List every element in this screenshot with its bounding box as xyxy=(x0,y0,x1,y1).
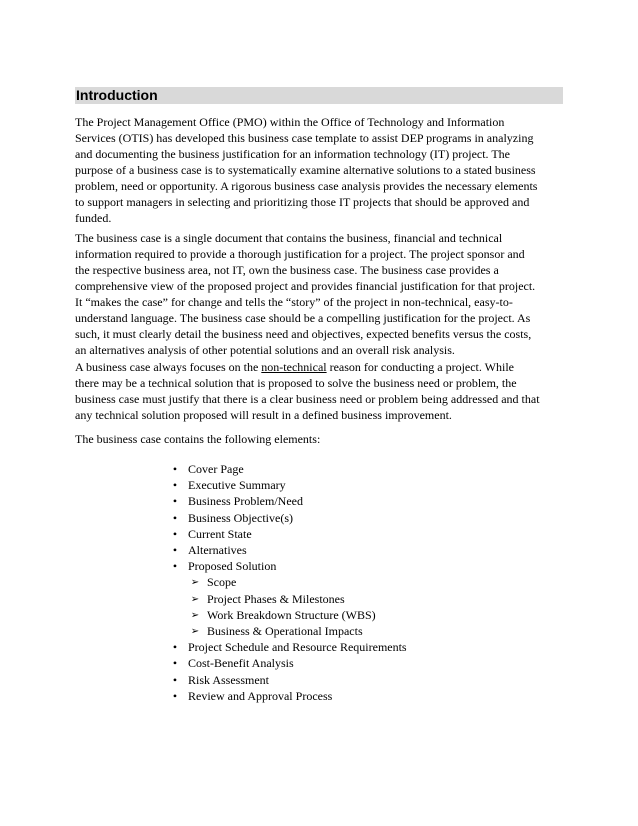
text-line: funded. xyxy=(75,211,112,225)
text-line: and documenting the business justification for an information technology (IT) project. The xyxy=(75,147,510,161)
text-line: any technical solution proposed will result in a defined business improvement. xyxy=(75,408,452,422)
text-line: understand language. The business case should be a compelling justification for the project. As xyxy=(75,311,531,325)
bullet-icon: • xyxy=(172,543,178,557)
text-line: business case must justify that there is a clear business need or problem being addressed and that xyxy=(75,392,540,406)
text-line: The Project Management Office (PMO) within the Office of Technology and Information xyxy=(75,115,505,129)
list-item-label: Business Objective(s) xyxy=(188,511,293,525)
list-item-label: Scope xyxy=(207,575,237,589)
text-line: to support managers in selecting and prioritizing those IT projects that should be approved and xyxy=(75,195,530,209)
text-line: problem, need or opportunity. A rigorous business case analysis provides the necessary elements xyxy=(75,179,538,193)
list-item-label: Project Phases & Milestones xyxy=(207,592,345,606)
bullet-icon: • xyxy=(172,656,178,670)
arrow-bullet-icon: ➢ xyxy=(190,594,200,605)
arrow-bullet-icon: ➢ xyxy=(190,610,200,621)
list-item-label: Business & Operational Impacts xyxy=(207,624,363,638)
bullet-icon: • xyxy=(172,478,178,492)
text-line: an alternatives analysis of other potential solutions and an overall risk analysis. xyxy=(75,343,455,357)
text-line: The business case contains the following elements: xyxy=(75,432,321,446)
list-item-label: Current State xyxy=(188,527,252,541)
text-line: The business case is a single document that contains the business, financial and technical xyxy=(75,231,503,245)
bullet-icon: • xyxy=(172,673,178,687)
underlined-term: non-technical xyxy=(261,360,327,374)
bullet-icon: • xyxy=(172,511,178,525)
text-line xyxy=(75,359,565,375)
list-item-label: Proposed Solution xyxy=(188,559,277,573)
bullet-icon: • xyxy=(172,689,178,703)
arrow-bullet-icon: ➢ xyxy=(190,577,200,588)
text-line: purpose of a business case is to systematically examine alternative solutions to a stated business xyxy=(75,163,536,177)
bullet-icon: • xyxy=(172,640,178,654)
bullet-icon: • xyxy=(172,559,178,573)
list-item-label: Work Breakdown Structure (WBS) xyxy=(207,608,376,622)
text-line: such, it must clearly detail the business need and objectives, expected benefits versus the costs, xyxy=(75,327,532,341)
bullet-icon: • xyxy=(172,494,178,508)
section-heading-introduction: Introduction xyxy=(75,87,563,104)
paragraph-non-technical-focus xyxy=(75,359,565,423)
list-item-label: Business Problem/Need xyxy=(188,494,303,508)
text-line: It “makes the case” for change and tells the “story” of the project in non-technical, easy-to- xyxy=(75,295,513,309)
text-run: A business case always focuses on the xyxy=(75,360,262,374)
text-line: there may be a technical solution that is proposed to solve the business need or problem, the xyxy=(75,376,517,390)
paragraph-business-case-definition xyxy=(75,230,565,358)
paragraph-pmo-purpose xyxy=(75,114,565,226)
text-run: reason for conducting a project. While xyxy=(326,360,514,374)
text-line: Services (OTIS) has developed this business case template to assist DEP programs in analyzing xyxy=(75,131,534,145)
list-item-label: Cover Page xyxy=(188,462,244,476)
text-line: information required to provide a thorough justification for a project. The project sponsor and xyxy=(75,247,525,261)
text-line: the respective business area, not IT, own the business case. The business case provides a xyxy=(75,263,499,277)
list-item-label: Project Schedule and Resource Requirements xyxy=(188,640,407,654)
text-line: comprehensive view of the proposed project and provides financial justification for that project. xyxy=(75,279,536,293)
list-item-label: Executive Summary xyxy=(188,478,286,492)
list-item-label: Cost-Benefit Analysis xyxy=(188,656,294,670)
bullet-icon: • xyxy=(172,527,178,541)
list-item-label: Risk Assessment xyxy=(188,673,270,687)
bullet-icon: • xyxy=(172,462,178,476)
paragraph-elements-intro xyxy=(75,431,565,447)
list-item-label: Alternatives xyxy=(188,543,247,557)
list-item-label: Review and Approval Process xyxy=(188,689,333,703)
arrow-bullet-icon: ➢ xyxy=(190,626,200,637)
